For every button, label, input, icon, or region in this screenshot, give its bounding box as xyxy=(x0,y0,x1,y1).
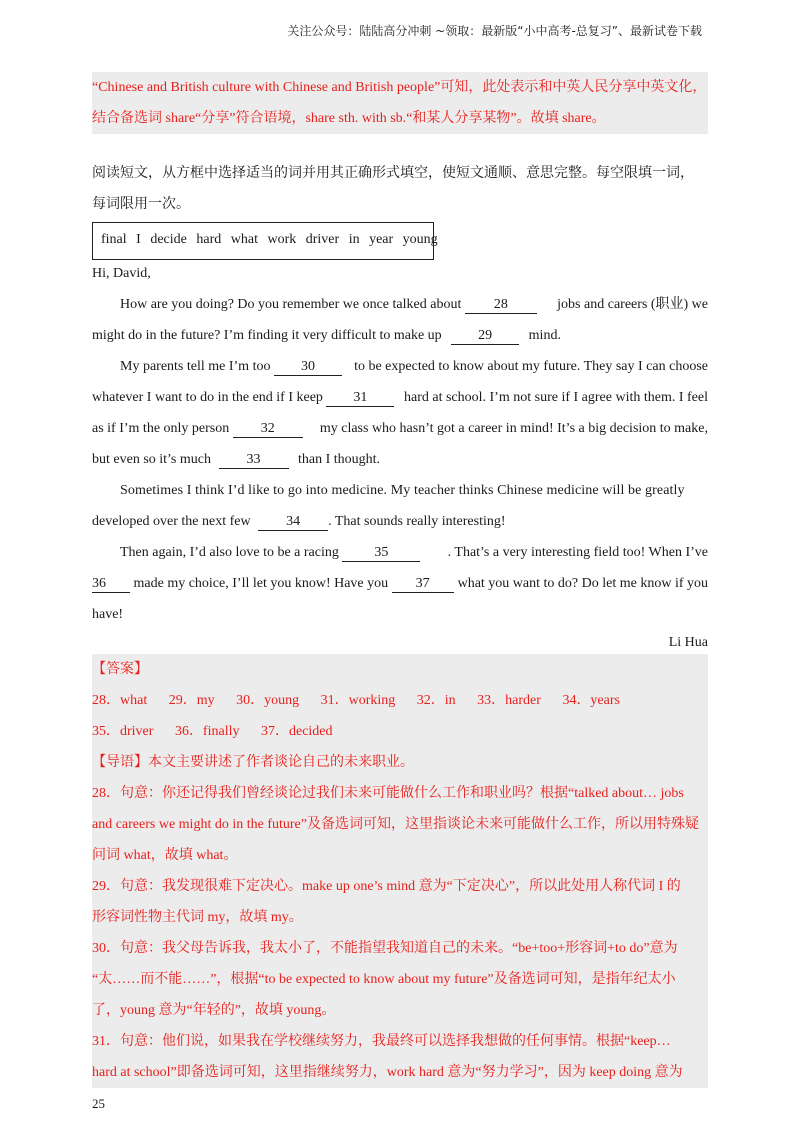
previous-explanation xyxy=(92,72,708,134)
word-option: final xyxy=(101,232,127,247)
instructions xyxy=(92,158,708,220)
answer-item: 30．young xyxy=(236,693,300,708)
explanation-line: 问词 what，故填 what。 xyxy=(92,848,238,863)
answer-item: 36．finally xyxy=(174,724,240,739)
passage-line: as if I’m the only person 32 my class who hasn’t got a career in mind! It’s a big decision to make, xyxy=(92,421,708,436)
passage-line: My parents tell me I’m too 30 to be expected to know about my future. They say I can choose xyxy=(120,359,708,374)
page-header: 关注公众号：陆陆高分冲刺 ~领取：最新版“小中高考-总复习”、最新试卷下载 xyxy=(287,24,702,38)
passage-line: developed over the next few 34 . That sounds really interesting! xyxy=(92,514,506,529)
explanation-line: hard at school”即备选词可知，这里指继续努力，work hard 意为“努力学习”，因为 keep doing 意为 xyxy=(92,1065,683,1080)
passage-line: have! xyxy=(92,607,124,622)
passage-line: How are you doing? Do you remember we once talked about 28 jobs and careers (职业) we xyxy=(120,297,708,312)
blank-28[interactable]: 28 xyxy=(465,297,537,314)
word-option: I xyxy=(136,232,141,247)
greeting: Hi, David, xyxy=(92,266,151,281)
explanation-line: 结合备选词 share“分享”符合语境，share sth. with sb.“和某人分享某物”。故填 share。 xyxy=(92,111,606,126)
answer-item: 34．years xyxy=(562,693,620,708)
instruction-line: 阅读短文，从方框中选择适当的词并用其正确形式填空，使短文通顺、意思完整。每空限填一词， xyxy=(92,166,694,181)
passage-line: Then again, I’d also love to be a racing 35 . That’s a very interesting field too! When I’ve xyxy=(120,545,708,560)
answer-item: 31．working xyxy=(320,693,396,708)
explanation-line: 形容词性物主代词 my，故填 my。 xyxy=(92,910,303,925)
word-option: what xyxy=(230,232,258,247)
blank-30[interactable]: 30 xyxy=(274,359,342,376)
explanation-line: “太……而不能……”，根据“to be expected to know about my future”及备选词可知，是指年纪太小 xyxy=(92,972,676,987)
signature: Li Hua xyxy=(668,635,708,650)
passage-line: 36 made my choice, I’ll let you know! Have you 37 what you want to do? Do let me know if you xyxy=(92,576,708,591)
answer-item: 32．in xyxy=(416,693,456,708)
explanation-line: “Chinese and British culture with Chinese and British people”可知，此处表示和中英人民分享中英文化， xyxy=(92,80,707,95)
explanation-line: 了，young 意为“年轻的”，故填 young。 xyxy=(92,1003,336,1018)
answer-row xyxy=(92,685,708,716)
answer-item: 29．my xyxy=(168,693,215,708)
blank-32[interactable]: 32 xyxy=(233,421,303,438)
passage-line: might do in the future? I’m finding it very difficult to make up 29 mind. xyxy=(92,328,561,343)
word-option: in xyxy=(348,232,360,247)
word-option: hard xyxy=(196,232,222,247)
passage-line: whatever I want to do in the end if I keep 31 hard at school. I’m not sure if I agree with them. I feel xyxy=(92,390,708,405)
word-box xyxy=(92,222,438,260)
explanation-line: 【导语】本文主要讲述了作者谈论自己的未来职业。 xyxy=(92,755,414,770)
blank-29[interactable]: 29 xyxy=(451,328,519,345)
explanation-line: 30．句意：我父母告诉我，我太小了，不能指望我知道自己的未来。“be+too+形容词+to do”意为 xyxy=(92,941,678,956)
word-option: work xyxy=(267,232,297,247)
explanation-line: 28．句意：你还记得我们曾经谈论过我们未来可能做什么工作和职业吗？根据“talked about… jobs xyxy=(92,786,684,801)
instruction-line: 每词限用一次。 xyxy=(92,197,190,212)
answer-item: 33．harder xyxy=(477,693,541,708)
blank-35[interactable]: 35 xyxy=(342,545,420,562)
answer-label: 【答案】 xyxy=(92,662,148,677)
blank-36[interactable]: 36 xyxy=(92,576,130,593)
blank-31[interactable]: 31 xyxy=(326,390,394,407)
answer-item: 28．what xyxy=(92,693,148,708)
passage-line: Sometimes I think I’d like to go into medicine. My teacher thinks Chinese medicine will be greatly xyxy=(120,483,685,498)
explanation-line: 29．句意：我发现很难下定决心。make up one’s mind 意为“下定决心”，所以此处用人称代词 I 的 xyxy=(92,879,681,894)
word-option: year xyxy=(369,232,394,247)
answer-item: 35．driver xyxy=(92,724,154,739)
word-option: young xyxy=(402,232,438,247)
word-option: decide xyxy=(150,232,187,247)
passage-line: but even so it’s much 33 than I thought. xyxy=(92,452,381,467)
explanation-line: and careers we might do in the future”及备选词可知，这里指谈论未来可能做什么工作，所以用特殊疑 xyxy=(92,817,699,832)
explanation-line: 31．句意：他们说，如果我在学校继续努力，我最终可以选择我想做的任何事情。根据“keep… xyxy=(92,1034,671,1049)
blank-34[interactable]: 34 xyxy=(258,514,328,531)
blank-37[interactable]: 37 xyxy=(392,576,454,593)
passage xyxy=(92,258,708,656)
answer-row xyxy=(92,716,708,747)
blank-33[interactable]: 33 xyxy=(219,452,289,469)
answer-item: 37．decided xyxy=(260,724,333,739)
page-number: 25 xyxy=(92,1096,105,1111)
answer-section xyxy=(92,654,708,1088)
word-option: driver xyxy=(305,232,340,247)
